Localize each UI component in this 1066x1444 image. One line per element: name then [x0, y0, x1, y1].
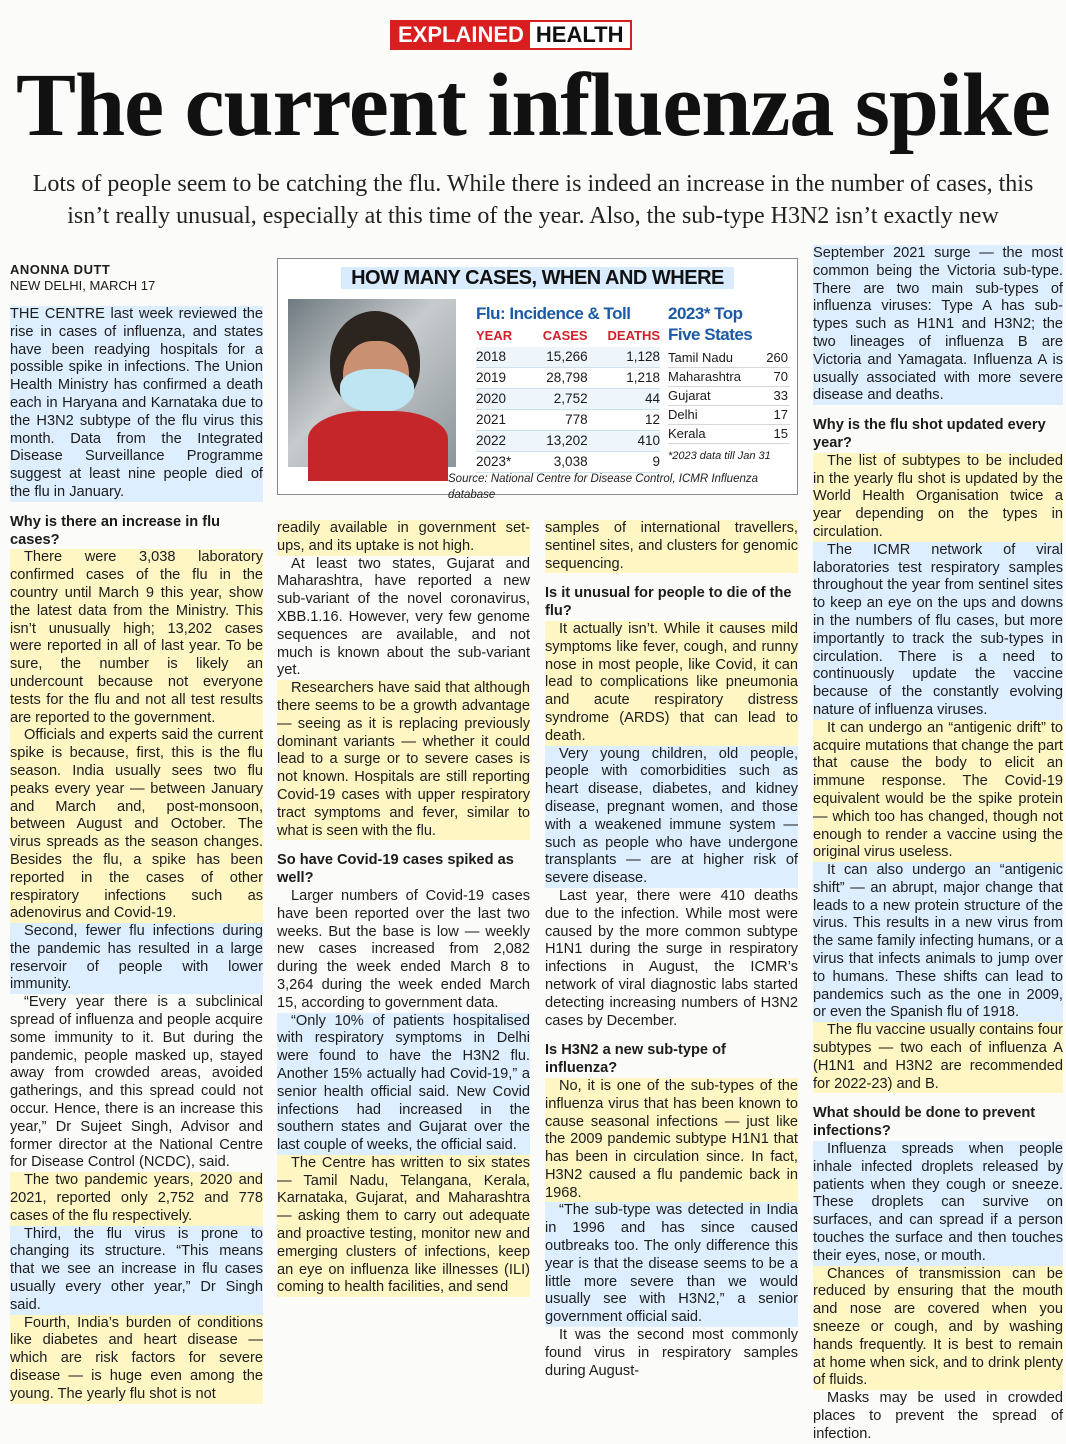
- paragraph: The two pandemic years, 2020 and 2021, reported only 2,752 and 778 cases of the flu respectively.: [10, 1172, 263, 1224]
- paragraph: Masks may be used in crowded places to prevent the spread of infection.: [813, 1390, 1063, 1442]
- subheading: So have Covid-19 cases spiked as well?: [277, 852, 514, 887]
- standfirst: Lots of people seem to be catching the flu. While there is indeed an increase in the number of cases, this isn’t really unusual, especially at this time of the year. Also, the sub-type H3N2 isn’t exactly new: [32, 171, 1034, 229]
- byline: ANONNA DUTT: [10, 262, 111, 277]
- paragraph: It can undergo an “antigenic drift” to acquire mutations that change the part that cause the body to elicit an immune response. The Covid-19 equivalent would be the spike protein — which too has changed, though not enough to render a vaccine using the original virus useless.: [813, 719, 1063, 861]
- masked-child-photo: [288, 299, 456, 467]
- paragraph: No, it is one of the sub-types of the influenza virus that has been known to cause seasonal infections — just like the 2009 pandemic subtype H1N1 that has been in circulation since. In fact, H3N2 caused a flu pandemic back in 1968.: [545, 1077, 798, 1201]
- paragraph: Chances of transmission can be reduced by ensuring that the mouth and nose are covered when you sneeze or cough, and by washing hands frequently. It is best to remain at home when sick, and to drink plenty of fluids.: [813, 1265, 1063, 1389]
- subheading: Why is there an increase in flu cases?: [10, 513, 221, 548]
- paragraph: Last year, there were 410 deaths due to the infection. While most were caused by the more common subtype H1N1 during the surge in respiratory infections in August, the ICMR’s network of viral diagnostic labs started detecting increasing numbers of H3N2 cases by December.: [545, 887, 798, 1029]
- table-row: Gujarat 33: [668, 387, 790, 406]
- article-column-4: [813, 245, 1063, 1444]
- paragraph: It can also undergo an “antigenic shift” — an abrupt, major change that leads to a new protein structure of the virus. This results in a new virus from the same family infecting humans, or a virus that infects animals to jump over to humans. These shifts can lead to pandemics such as the one in 2009, or even the Spanish flu of 1918.: [813, 862, 1063, 1021]
- data-note: *2023 data till Jan 31: [668, 450, 771, 462]
- table-row: Maharashtra 70: [668, 368, 790, 387]
- incidence-toll-table: [476, 303, 660, 473]
- table-row: 2022 13,202 410: [476, 431, 660, 452]
- paragraph: Researchers have said that although there seems to be a growth advantage — seeing as it is replacing previously dominant variants — whether it could lead to a surge or to severe cases is not known. Hospitals are still reporting Covid-19 cases with upper respiratory tract symptoms and fever, similar to what is seen with the flu.: [277, 680, 530, 839]
- subheading: What should be done to prevent infections?: [813, 1105, 1036, 1140]
- paragraph: Fourth, India’s burden of conditions like diabetes and heart disease — which are risk factors for severe disease — is huge even among the young. The yearly flu shot is not: [10, 1314, 263, 1402]
- paragraph: readily available in government set-ups, and its uptake is not high.: [277, 520, 530, 554]
- table-row: Delhi 17: [668, 406, 790, 425]
- section-kicker: [390, 20, 632, 50]
- paragraph: The Centre has written to six states — Tamil Nadu, Telangana, Kerala, Karnataka, Gujarat, and Maharashtra — asking them to carry out adequate and proactive testing, monitor new and emerging clusters of infections, keep an eye on influenza like illnesses (ILI) coming to health facilities, and send: [277, 1154, 530, 1296]
- paragraph: “The sub-type was detected in India in 1996 and has since caused outbreaks too. The only difference this year is that the disease seems to be a little more severe than we would usually see with H3N2,” a senior government official said.: [545, 1202, 798, 1326]
- paragraph: It actually isn’t. While it causes mild symptoms like fever, cough, and runny nose in most people, like Covid, it can lead to complications like pneumonia and acute respiratory distress syndrome (ARDS) that can lead to death.: [545, 620, 798, 744]
- subheading: Why is the flu shot updated every year?: [813, 417, 1046, 451]
- paragraph: September 2021 surge — the most common being the Victoria sub-type. There are two main sub-types of influenza viruses: Type A has sub-types such as H1N1 and H3N2; the two lineages of influenza B are Victoria and Yamagata. Influenza A is usually associated with more severe disease and deaths.: [813, 245, 1063, 404]
- paragraph: It was the second most commonly found virus in respiratory samples during August-: [545, 1327, 798, 1379]
- explained-label: EXPLAINED: [392, 22, 530, 48]
- paragraph: There were 3,038 laboratory confirmed cases of the flu in the country until March 9 this year, show the latest data from the Ministry. This isn’t unusually high; 13,202 cases were reported in all of last year. To be sure, the number is likely an undercount because not everyone tests for the flu and not all test results are reported to the government.: [10, 549, 263, 726]
- table-row: Kerala 15: [668, 425, 790, 444]
- states-title-line-1: 2023* Top: [668, 304, 743, 323]
- paragraph: samples of international travellers, sentinel sites, and clusters for genomic sequencing.: [545, 520, 798, 572]
- subheading: Is H3N2 a new sub-type of influenza?: [545, 1042, 726, 1077]
- paragraph: The list of subtypes to be included in the yearly flu shot is updated by the World Health Organisation twice a year depending on the types in circulation.: [813, 452, 1063, 540]
- paragraph: Officials and experts said the current spike is because, first, this is the flu season. India usually sees two flu peaks every year — between January and March and, post-monsoon, between August and October. The virus spreads as the season changes. Besides the flu, a spike has been reported in the cases of other respiratory infections such as adenovirus and Covid-19.: [10, 727, 263, 922]
- table-row: Tamil Nadu 260: [668, 349, 790, 368]
- paragraph: THE CENTRE last week reviewed the rise in cases of influenza, and states have been readying hospitals for a possible spike in infections. The Union Health Ministry has confirmed a death each in Haryana and Karnataka due to the H3N2 subtype of the flu virus this month. Data from the Integrated Disease Surveillance Programme suggest at least nine people died of the flu in January.: [10, 306, 263, 500]
- table-row: 2020 2,752 44: [476, 389, 660, 410]
- paragraph: The flu vaccine usually contains four subtypes — two each of influenza A (H1N1 and H3N2 are recommended for 2022-23) and B.: [813, 1022, 1063, 1092]
- infographic-box: [277, 258, 798, 501]
- col-header-cases: CASES: [542, 328, 588, 343]
- section-label: HEALTH: [530, 22, 630, 48]
- paragraph: “Every year there is a subclinical spread of influenza and people acquire some immunity to it. But during the pandemic, people masked up, stayed away from crowded areas, avoided gatherings, and this spread could not occur. Hence, there is an increase this year,” Dr Sujeet Singh, Advisor and former director at the National Centre for Disease Control (NCDC), said.: [10, 994, 263, 1171]
- col-header-year: YEAR: [476, 328, 513, 343]
- paragraph: Very young children, old people, people with comorbidities such as heart disease, diabetes, and kidney disease, pregnant women, and those with a weakened immune system — such as people who have undergone transplants — are at higher risk of severe disease.: [545, 745, 798, 887]
- headline: The current influenza spike: [16, 56, 1050, 155]
- table-row: 2023* 3,038 9: [476, 452, 660, 473]
- states-title-line-2: Five States: [668, 325, 753, 344]
- article-column-3: [545, 520, 798, 1380]
- toll-title: Flu: Incidence & Toll: [476, 304, 631, 323]
- paragraph: The ICMR network of viral laboratories test respiratory samples throughout the year from sentinel sites to keep an eye on the ups and downs in the numbers of flu cases, but more importantly to track the sub-types in circulation. There is a need to continuously update the vaccine because of the constantly evolving nature of influenza viruses.: [813, 541, 1063, 718]
- infographic-title: HOW MANY CASES, WHEN AND WHERE: [278, 265, 797, 291]
- article-column-1: [10, 262, 263, 1404]
- source-credit: Source: National Centre for Disease Control, ICMR Influenza database: [448, 473, 759, 501]
- top-states-table: [668, 303, 790, 464]
- paragraph: At least two states, Gujarat and Maharashtra, have reported a new sub-variant of the novel coronavirus, XBB.1.16. However, very few genome sequences are available, and not much is known about the sub-variant yet.: [277, 555, 530, 679]
- article-column-2: [277, 520, 530, 1297]
- table-row: 2021 778 12: [476, 410, 660, 431]
- table-row: 2019 28,798 1,218: [476, 368, 660, 389]
- paragraph: Second, fewer flu infections during the pandemic has resulted in a large reservoir of people with lower immunity.: [10, 923, 263, 993]
- paragraph: “Only 10% of patients hospitalised with respiratory symptoms in Delhi were found to have the H3N2 flu. Another 15% actually had Covid-19,” a senior health official said. New Covid infections had increased in the southern states and Gujarat over the last couple of weeks, the official said.: [277, 1012, 530, 1154]
- paragraph: Larger numbers of Covid-19 cases have been reported over the last two weeks. But the base is low — weekly new cases increased from 2,082 during the week ended March 8 to 3,264 during the week ended March 15, according to government data.: [277, 887, 530, 1011]
- dateline: NEW DELHI, MARCH 17: [10, 278, 156, 293]
- subheading: Is it unusual for people to die of the flu?: [545, 585, 792, 620]
- col-header-deaths: DEATHS: [607, 328, 660, 343]
- paragraph: Influenza spreads when people inhale infected droplets released by patients when they cough or sneeze. These droplets can survive on surfaces, and can spread if a person touches the surface and then touches their eyes, nose, or mouth.: [813, 1141, 1063, 1264]
- table-row: 2018 15,266 1,128: [476, 347, 660, 368]
- paragraph: Third, the flu virus is prone to changing its structure. “This means that we see an increase in flu cases usually every other year,” Dr Singh said.: [10, 1225, 263, 1313]
